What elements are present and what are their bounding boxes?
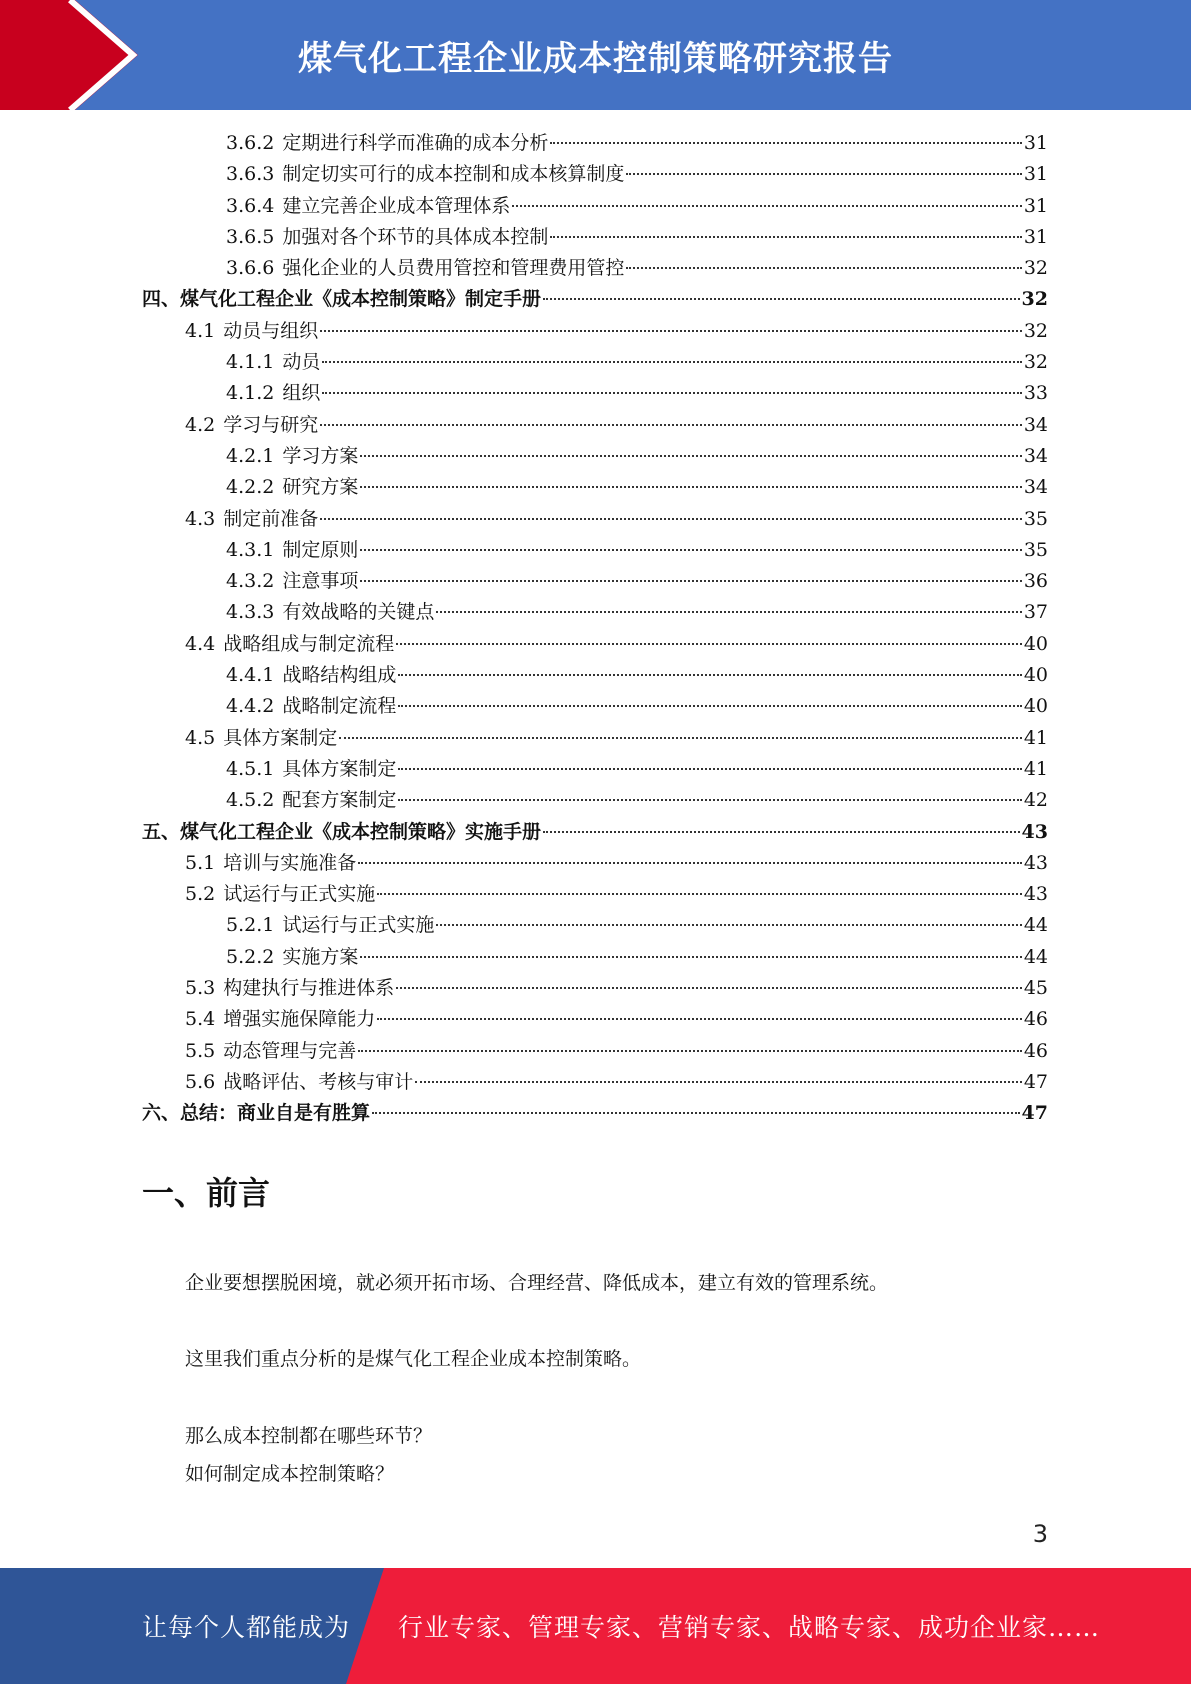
toc-dot-leader [322,392,1021,394]
toc-entry[interactable] [142,817,1048,848]
toc-entry-number: 5.5 [185,1039,216,1062]
toc-entry-number: 3.6.5 [226,225,275,248]
toc-entry-number: 3.6.2 [226,132,275,154]
toc-dot-leader [396,987,1022,989]
toc-entry[interactable] [142,942,1048,973]
toc-dot-leader [512,205,1021,207]
toc-dot-leader [320,424,1022,426]
toc-entry-number: 4.3.1 [226,538,275,561]
toc-dot-leader [398,705,1021,707]
toc-entry-page: 43 [1023,851,1048,874]
toc-entry[interactable] [142,1098,1048,1129]
toc-entry-title: 动员 [282,351,321,374]
toc-dot-leader [339,737,1022,739]
toc-entry[interactable] [142,128,1048,159]
toc-entry[interactable] [142,284,1048,315]
toc-dot-leader [360,486,1021,488]
toc-entry-title: 实施方案 [282,945,359,968]
toc-dot-leader [626,267,1021,269]
toc-entry-number: 5.4 [185,1008,216,1031]
toc-entry-number: 4.1.1 [226,351,275,374]
toc-entry[interactable] [142,347,1048,378]
toc-entry[interactable] [142,378,1048,409]
toc-dot-leader [360,455,1021,457]
toc-entry[interactable] [142,910,1048,941]
toc-entry-title: 定期进行科学而准确的成本分析 [282,132,549,154]
toc-entry-title: 动员与组织 [223,319,319,342]
toc-dot-leader [398,768,1021,770]
toc-entry-number: 4.4.1 [226,664,275,687]
toc-entry[interactable] [142,754,1048,785]
toc-entry-title: 制定前准备 [223,507,319,530]
preface-paragraph: 这里我们重点分析的是煤气化工程企业成本控制策略。 [185,1348,642,1370]
toc-entry-page: 46 [1023,1008,1048,1031]
toc-dot-leader [322,361,1021,363]
toc-dot-leader [398,674,1021,676]
preface-paragraph: 企业要想摆脱困境，就必须开拓市场、合理经营、降低成本，建立有效的管理系统。 [185,1272,889,1294]
toc-entry-number: 5.2.1 [226,914,275,937]
toc-dot-leader [550,142,1021,144]
footer-banner [0,1568,1191,1684]
toc-entry-title: 强化企业的人员费用管控和管理费用管控 [282,257,625,280]
toc-entry-number: 4.5.2 [226,789,275,812]
toc-entry-title: 构建执行与推进体系 [223,977,395,1000]
toc-entry-title: 六、总结：商业自是有胜算 [142,1102,371,1125]
toc-entry[interactable] [142,597,1048,628]
toc-entry[interactable] [142,316,1048,347]
toc-entry-title: 具体方案制定 [282,757,397,780]
toc-entry-page: 32 [1023,257,1048,280]
toc-entry-page: 44 [1023,914,1048,937]
toc-entry[interactable] [142,723,1048,754]
report-title: 煤气化工程企业成本控制策略研究报告 [298,38,893,79]
toc-entry-title: 动态管理与完善 [223,1039,357,1062]
toc-entry[interactable] [142,504,1048,535]
preface-paragraph: 那么成本控制都在哪些环节？ [185,1425,433,1447]
toc-entry-title: 战略制定流程 [282,695,397,718]
toc-dot-leader [377,893,1022,895]
toc-entry-number: 5.2 [185,883,216,906]
toc-entry-page: 31 [1023,132,1048,154]
toc-entry[interactable] [142,191,1048,222]
toc-dot-leader [543,298,1020,300]
toc-entry-title: 五、煤气化工程企业《成本控制策略》实施手册 [142,820,542,843]
toc-dot-leader [626,173,1021,175]
toc-dot-leader [360,956,1021,958]
toc-dot-leader [543,831,1020,833]
toc-entry[interactable] [142,1004,1048,1035]
toc-entry-page: 44 [1023,945,1048,968]
toc-entry[interactable] [142,848,1048,879]
toc-entry[interactable] [142,660,1048,691]
toc-entry-number: 4.5.1 [226,757,275,780]
toc-entry[interactable] [142,222,1048,253]
toc-entry-title: 战略结构组成 [282,664,397,687]
toc-entry-page: 35 [1023,507,1048,530]
toc-entry[interactable] [142,253,1048,284]
toc-dot-leader [398,799,1021,801]
toc-entry-title: 制定切实可行的成本控制和成本核算制度 [282,163,625,186]
toc-entry-page: 31 [1023,194,1048,217]
toc-entry-number: 4.1 [185,319,216,342]
toc-entry-title: 四、煤气化工程企业《成本控制策略》制定手册 [142,288,542,311]
toc-entry-number: 4.2 [185,413,216,436]
toc-dot-leader [436,611,1021,613]
toc-entry-page: 31 [1023,163,1048,186]
toc-entry[interactable] [142,973,1048,1004]
toc-entry-page: 42 [1023,789,1048,812]
toc-entry-page: 43 [1021,820,1048,843]
red-arrow-decoration [0,0,150,110]
toc-dot-leader [358,1050,1022,1052]
toc-entry[interactable] [142,691,1048,722]
toc-entry-number: 4.3 [185,507,216,530]
toc-dot-leader [377,1018,1022,1020]
toc-entry-number: 4.3.3 [226,601,275,624]
toc-entry-page: 40 [1023,632,1048,655]
toc-entry-title: 战略评估、考核与审计 [223,1070,414,1093]
toc-entry-title: 制定原则 [282,538,359,561]
toc-entry-title: 培训与实施准备 [223,851,357,874]
toc-entry-title: 建立完善企业成本管理体系 [282,194,511,217]
toc-entry-title: 学习方案 [282,444,359,467]
toc-entry-number: 4.5 [185,726,216,749]
toc-entry-page: 31 [1023,225,1048,248]
toc-entry-page: 41 [1023,757,1048,780]
toc-entry-page: 41 [1023,726,1048,749]
toc-dot-leader [396,643,1022,645]
preface-paragraph: 如何制定成本控制策略？ [185,1463,395,1485]
section-heading: 一、前言 [142,1174,271,1212]
toc-entry-page: 33 [1023,382,1048,405]
toc-entry-title: 试运行与正式实施 [282,914,435,937]
toc-entry[interactable] [142,472,1048,503]
toc-entry-title: 配套方案制定 [282,789,397,812]
toc-dot-leader [372,1112,1020,1114]
toc-entry-page: 34 [1023,476,1048,499]
toc-entry-page: 34 [1023,444,1048,467]
toc-entry-number: 5.1 [185,851,216,874]
toc-dot-leader [320,518,1022,520]
toc-entry-page: 40 [1023,695,1048,718]
toc-entry[interactable] [142,629,1048,660]
toc-entry-number: 5.6 [185,1070,216,1093]
footer-slogan-list: 行业专家、管理专家、营销专家、战略专家、成功企业家…… [398,1613,1101,1642]
toc-entry[interactable] [142,566,1048,597]
toc-entry-title: 战略组成与制定流程 [223,632,395,655]
toc-entry-number: 3.6.4 [226,194,275,217]
toc-entry-title: 有效战略的关键点 [282,601,435,624]
toc-dot-leader [320,330,1022,332]
toc-entry-title: 加强对各个环节的具体成本控制 [282,225,549,248]
toc-entry-title: 试运行与正式实施 [223,883,376,906]
toc-entry-page: 32 [1023,319,1048,342]
toc-entry[interactable] [142,441,1048,472]
toc-entry-number: 5.3 [185,977,216,1000]
toc-entry[interactable] [142,1067,1048,1098]
toc-entry[interactable] [142,410,1048,441]
table-of-contents [142,128,1048,1130]
toc-entry[interactable] [142,1036,1048,1067]
toc-entry-title: 增强实施保障能力 [223,1008,376,1031]
toc-entry-page: 32 [1021,288,1048,311]
toc-entry-number: 4.1.2 [226,382,275,405]
toc-entry-page: 36 [1023,570,1048,593]
toc-entry-number: 4.4.2 [226,695,275,718]
toc-entry-number: 4.3.2 [226,570,275,593]
toc-entry-title: 研究方案 [282,476,359,499]
toc-entry-page: 45 [1023,977,1048,1000]
toc-entry-page: 34 [1023,413,1048,436]
toc-entry-page: 37 [1023,601,1048,624]
toc-dot-leader [360,580,1021,582]
toc-entry-page: 47 [1023,1070,1048,1093]
toc-entry[interactable] [142,535,1048,566]
toc-entry[interactable] [142,879,1048,910]
page-number: 3 [1032,1520,1048,1548]
footer-slogan-lead: 让每个人都能成为 [142,1613,351,1642]
toc-entry-number: 3.6.6 [226,257,275,280]
toc-entry-number: 3.6.3 [226,163,275,186]
toc-entry-page: 46 [1023,1039,1048,1062]
toc-dot-leader [415,1081,1022,1083]
toc-entry-title: 组织 [282,382,321,405]
toc-entry-page: 47 [1021,1102,1048,1125]
toc-dot-leader [436,924,1021,926]
toc-entry[interactable] [142,785,1048,816]
toc-dot-leader [550,236,1021,238]
toc-dot-leader [358,862,1022,864]
toc-entry-page: 35 [1023,538,1048,561]
toc-entry-title: 具体方案制定 [223,726,338,749]
toc-entry-title: 学习与研究 [223,413,319,436]
toc-entry-title: 注意事项 [282,570,359,593]
toc-entry-page: 32 [1023,351,1048,374]
toc-entry-page: 43 [1023,883,1048,906]
toc-dot-leader [360,549,1021,551]
toc-entry-page: 40 [1023,664,1048,687]
header-banner [0,0,1191,110]
toc-entry-number: 4.4 [185,632,216,655]
toc-entry[interactable] [142,159,1048,190]
toc-entry-number: 5.2.2 [226,945,275,968]
toc-entry-number: 4.2.2 [226,476,275,499]
toc-entry-number: 4.2.1 [226,444,275,467]
